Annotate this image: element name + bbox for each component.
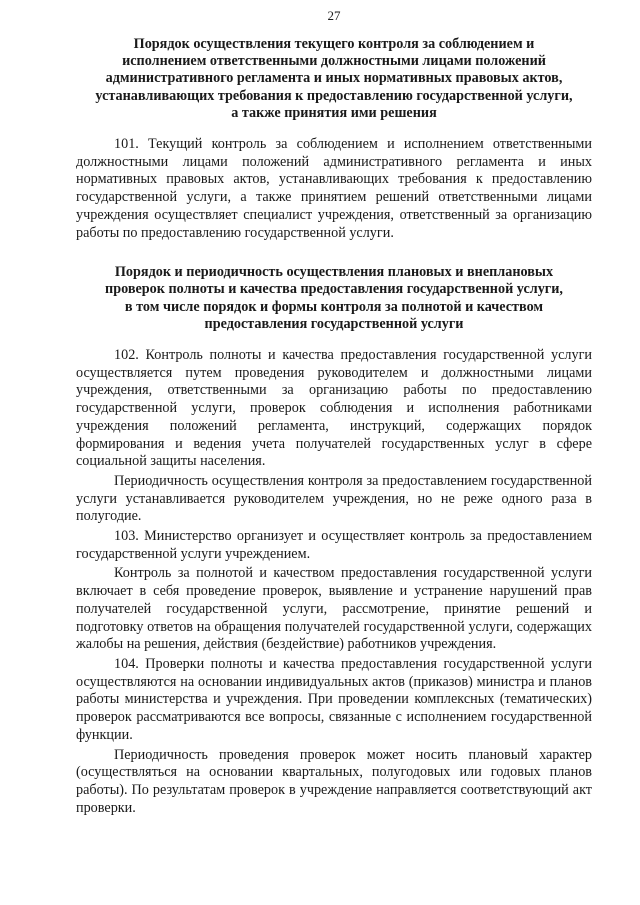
heading-line: в том числе порядок и формы контроля за полнотой и качеством — [124, 298, 544, 315]
heading-line: устанавливающих требования к предоставлению государственной услуги, — [95, 87, 573, 104]
heading-line: административного регламента и иных нормативных правовых актов, — [105, 70, 563, 87]
paragraph-103: 103. Министерство организует и осуществляет контроль за предоставлением государственной услуги учреждением. — [76, 528, 592, 562]
paragraph-inspection-frequency: Периодичность проведения проверок может носить плановый характер (осуществляться на основании квартальных, полугодовых или годовых планов работы). По результатам проверок в учреждение направляется соответствующий акт проверки. — [76, 746, 592, 816]
paragraph-periodicity: Периодичность осуществления контроля за предоставлением государственной услуги устанавливается руководителем учреждения, но не реже одного раза в полугодие. — [76, 472, 592, 525]
paragraph-101: 101. Текущий контроль за соблюдением и исполнением ответственными должностными лицами положений административного регламента и иных нормативных правовых актов, устанавливающих требования к предоставлению государственной услуги, а также принятием решений ответственными лицами учреждения осуществляет специалист учреждения, ответственный за организацию работы по предоставлению государственной услуги. — [76, 136, 592, 241]
paragraph-102: 102. Контроль полноты и качества предоставления государственной услуги осуществляется путем проведения руководителем и должностными лицами учреждения, ответственными за организацию работы по предоставлению государственной услуги, проверок соблюдения и исполнения работниками учреждения положений регламента, инструкций, содержащих порядок формирования и ведения учета получателей государственных услуг в сфере социальной защиты населения. — [76, 347, 592, 470]
heading-line: предоставления государственной услуги — [204, 315, 464, 332]
heading-line: проверок полноты и качества предоставления государственной услуги, — [105, 281, 563, 298]
paragraph-104: 104. Проверки полноты и качества предоставления государственной услуги осуществляются на основании индивидуальных актов (приказов) министра и планов работы министерства и учреждения. При проведении комплексных (тематических) проверок рассматриваются все вопросы, связанные с исполнением государственной функции. — [76, 656, 592, 743]
heading-line: Порядок и периодичность осуществления плановых и внеплановых — [114, 264, 554, 281]
page-number: 27 — [327, 8, 341, 23]
heading-line: исполнением ответственными должностными лицами положений — [122, 53, 546, 70]
paragraph-control-scope: Контроль за полнотой и качеством предоставления государственной услуги включает в себя проведение проверок, выявление и устранение нарушений прав получателей государственной услуги, рассмотрение, принятие решений и подготовку ответов на обращения получателей государственной услуги, содержащих жалобы на решения, действия (бездействие) работников учреждения. — [76, 565, 592, 653]
heading-line: Порядок осуществления текущего контроля за соблюдением и — [133, 36, 535, 52]
section-heading-current-control — [76, 36, 592, 122]
section-heading-inspections — [76, 264, 592, 333]
heading-line: а также принятия ими решения — [231, 104, 437, 121]
